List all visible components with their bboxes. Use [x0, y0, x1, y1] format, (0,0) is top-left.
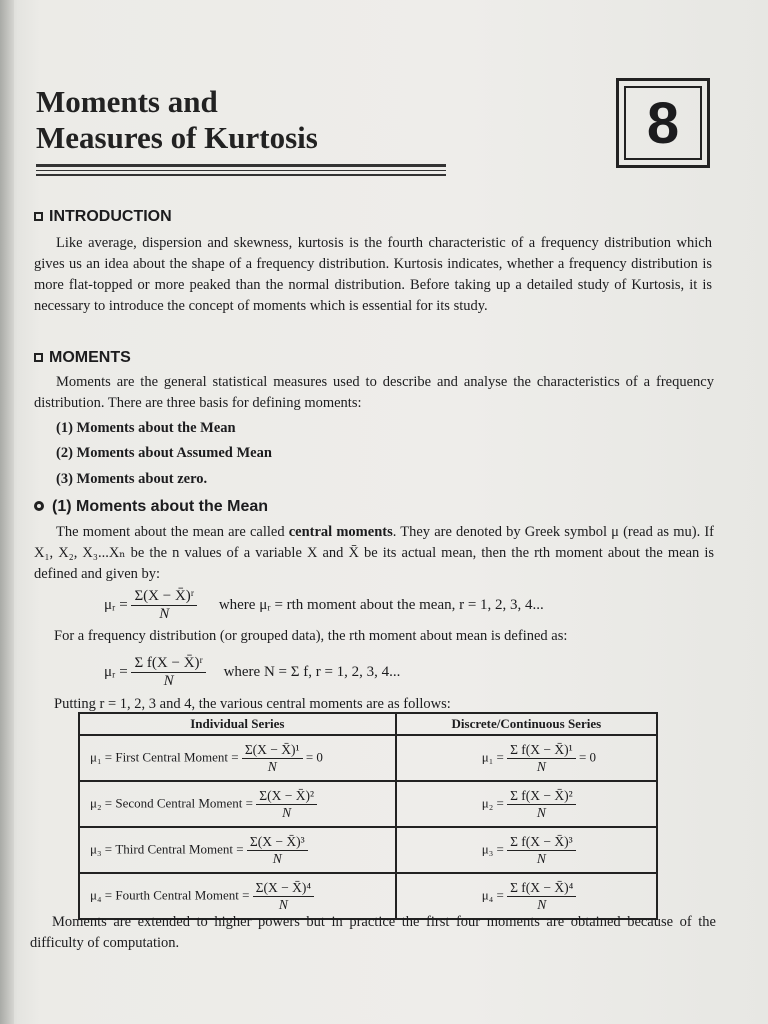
moments-basis-item: (1) Moments about the Mean	[56, 420, 236, 436]
about-mean-heading: (1) Moments about the Mean	[34, 498, 268, 516]
moments-heading: MOMENTS	[34, 349, 131, 367]
table-header-row	[79, 713, 657, 735]
individual-series-cell: μ₁ = First Central Moment = $\frac{\text{Σ(X − X̄)¹}}{N}$ = 0	[79, 735, 396, 781]
square-bullet-icon	[34, 353, 43, 362]
moments-paragraph: Moments are the general statistical measures used to describe and analyse the characteristics of a frequency distribution. There are three basis for defining moments:	[34, 374, 714, 411]
about-mean-paragraph: The moment about the mean are called central moments. They are denoted by Greek symbol μ (read as mu). If X₁, X₂, X₃...Xₙ be the n values of a variable X and X̄ be its actual mean, then the rth moment about the mean is defined and given by:	[34, 524, 714, 582]
chapter-number: 8	[624, 86, 702, 160]
table-header-discrete: Discrete/Continuous Series	[396, 713, 657, 735]
individual-series-cell: μ₄ = Fourth Central Moment = $\frac{\text{Σ(X − X̄)⁴}}{N}$	[79, 873, 396, 919]
individual-series-cell: μ₃ = Third Central Moment = $\frac{\text{Σ(X − X̄)³}}{N}$	[79, 827, 396, 873]
chapter-title-line1: Moments and	[36, 84, 218, 119]
title-rule	[36, 170, 446, 171]
title-rule	[36, 174, 446, 176]
chapter-title	[36, 84, 318, 156]
table-row	[79, 735, 657, 781]
chapter-number-box	[616, 78, 710, 168]
central-moments-table	[78, 712, 658, 920]
discrete-series-cell: μ₃ = $\frac{\text{Σ f(X − X̄)³}}{N}$	[396, 827, 657, 873]
moments-basis-item: (3) Moments about zero.	[56, 471, 208, 487]
square-bullet-icon	[34, 212, 43, 221]
title-rule	[36, 164, 446, 167]
discrete-series-cell: μ₂ = $\frac{\text{Σ f(X − X̄)²}}{N}$	[396, 781, 657, 827]
moments-basis-item: (2) Moments about Assumed Mean	[56, 445, 272, 461]
putting-text: Putting r = 1, 2, 3 and 4, the various central moments are as follows:	[54, 696, 451, 712]
discrete-series-cell: μ₄ = $\frac{\text{Σ f(X − X̄)⁴}}{N}$	[396, 873, 657, 919]
introduction-heading: INTRODUCTION	[34, 208, 172, 226]
table-row	[79, 781, 657, 827]
introduction-paragraph: Like average, dispersion and skewness, kurtosis is the fourth characteristic of a frequency distribution which gives us an idea about the shape of a frequency distribution. Kurtosis indicates, whether a frequency distribution is more flat-topped or more peaked than the normal distribution. Before taking up a detailed study of Kurtosis, it is necessary to introduce the concept of moments which is essential for its study.	[34, 235, 712, 314]
grouped-data-text: For a frequency distribution (or grouped data), the rth moment about mean is defined as:	[54, 628, 568, 644]
chapter-title-line2: Measures of Kurtosis	[36, 120, 318, 155]
table-row	[79, 827, 657, 873]
rth-moment-formula: μᵣ = $\frac{\text{Σ(X − X̄)ʳ}}{N}$ where μᵣ = rth moment about the mean, r = 1, 2, 3, 4...	[104, 588, 544, 622]
discrete-series-cell: μ₁ = $\frac{\text{Σ f(X − X̄)¹}}{N}$ = 0	[396, 735, 657, 781]
table-header-individual: Individual Series	[79, 713, 396, 735]
individual-series-cell: μ₂ = Second Central Moment = $\frac{\text{Σ(X − X̄)²}}{N}$	[79, 781, 396, 827]
grouped-moment-formula: μᵣ = $\frac{\text{Σ f(X − X̄)ʳ}}{N}$ where N = Σ f, r = 1, 2, 3, 4...	[104, 655, 401, 689]
closing-paragraph: Moments are extended to higher powers but in practice the first four moments are obtained because of the difficulty of computation.	[30, 914, 716, 951]
circle-bullet-icon	[34, 501, 44, 511]
page-edge	[0, 0, 14, 1024]
